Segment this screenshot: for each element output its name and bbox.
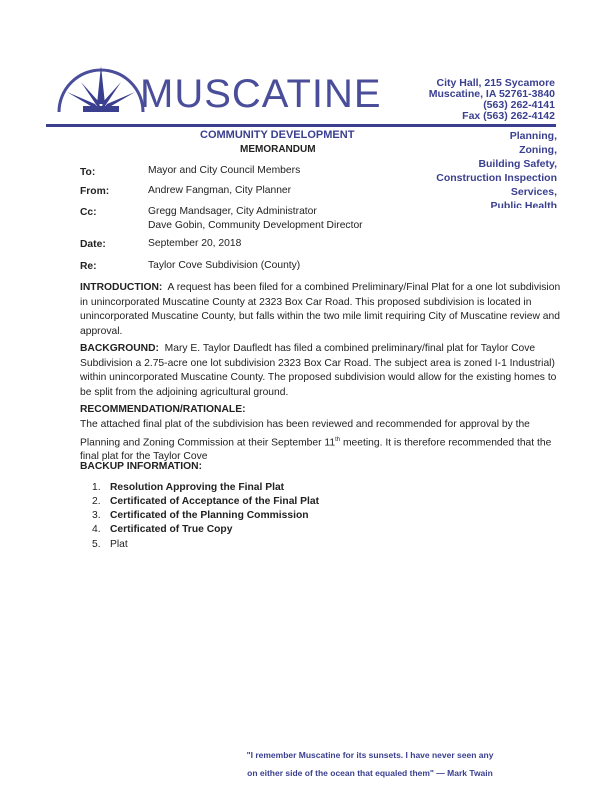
service-planning: Planning, (509, 130, 557, 142)
from-label: From: (80, 186, 110, 197)
logo-wordmark: MUSCATINE (140, 72, 382, 116)
to-value: Mayor and City Council Members (148, 165, 301, 176)
contact-phone: (563) 262-4141 (483, 99, 555, 111)
backup-item-number: 3. (92, 510, 101, 521)
to-label: To: (80, 167, 96, 178)
date-label: Date: (80, 239, 106, 250)
sunburst-logo-icon (55, 62, 145, 114)
backup-item: Plat (110, 539, 128, 550)
backup-item: Certificated of True Copy (110, 524, 233, 535)
backup-item: Certificated of Acceptance of the Final Plat (110, 496, 320, 507)
service-zoning: Zoning, (519, 144, 557, 156)
contact-address: City Hall, 215 Sycamore (436, 77, 555, 89)
backup-item: Certificated of the Planning Commission (110, 510, 309, 521)
recommendation-text (80, 418, 570, 465)
recommendation-heading: RECOMMENDATION/RATIONALE: (80, 404, 246, 415)
contact-city: Muscatine, IA 52761-3840 (428, 88, 555, 100)
backup-item-number: 2. (92, 496, 101, 507)
footer-quote-line2: on either side of the ocean that equaled them" — Mark Twain (247, 768, 493, 778)
re-label: Re: (80, 261, 97, 272)
backup-heading: BACKUP INFORMATION: (80, 461, 203, 472)
backup-item-number: 1. (92, 482, 101, 493)
re-value: Taylor Cove Subdivision (County) (148, 260, 301, 271)
recommendation-text-part2: meeting. It is therefore recommended that the final plat for the Taylor Cove (80, 436, 552, 463)
background-section (80, 342, 570, 400)
background-heading: BACKGROUND: (80, 343, 159, 354)
from-value: Andrew Fangman, City Planner (148, 185, 292, 196)
service-construction: Construction Inspection (436, 172, 557, 184)
introduction-text: A request has been filed for a combined Preliminary/Final Plat for a one lot subdivision in unincorporated Muscatine County at 2323 Box Car Road. This proposed subdivision is located in unincorporated Muscatine County, but falls within the two mile limit requiring City of Muscatine review and approval. (80, 282, 561, 337)
introduction-heading: INTRODUCTION: (80, 282, 163, 293)
date-value: September 20, 2018 (148, 238, 242, 249)
memo-title: MEMORANDUM (240, 144, 316, 155)
backup-item-number: 5. (92, 539, 101, 550)
backup-item-number: 4. (92, 524, 101, 535)
cc-label: Cc: (80, 207, 97, 218)
backup-item: Resolution Approving the Final Plat (110, 482, 285, 493)
ordinal-suffix: th (335, 436, 341, 443)
contact-fax: Fax (563) 262-4142 (462, 110, 555, 122)
recommendation-text-part1: The attached final plat of the subdivision has been reviewed and recommended for approval by the Planning and Zoning Commission at their September 11 (80, 419, 530, 448)
cc-value-1: Gregg Mandsager, City Administrator (148, 206, 317, 217)
department-title: COMMUNITY DEVELOPMENT (200, 129, 355, 141)
service-health: Public Health (490, 200, 557, 208)
introduction-section (80, 281, 570, 339)
service-services: Services, (510, 186, 557, 198)
service-building: Building Safety, (478, 158, 557, 170)
cc-value-2: Dave Gobin, Community Development Director (148, 220, 363, 231)
header-divider (46, 124, 556, 127)
background-text: Mary E. Taylor Daufledt has filed a combined preliminary/final plat for Taylor Cove Subdivision a 2.75-acre one lot subdivision 2323 Box Car Road. The subject area is zoned I-1 Industrial) within unincorporated Muscatine County. The proposed subdivision would allow for the existing homes to be split from the adjoining agricultural ground. (80, 343, 557, 398)
footer-quote-line1: "I remember Muscatine for its sunsets. I have never seen any (246, 750, 494, 760)
